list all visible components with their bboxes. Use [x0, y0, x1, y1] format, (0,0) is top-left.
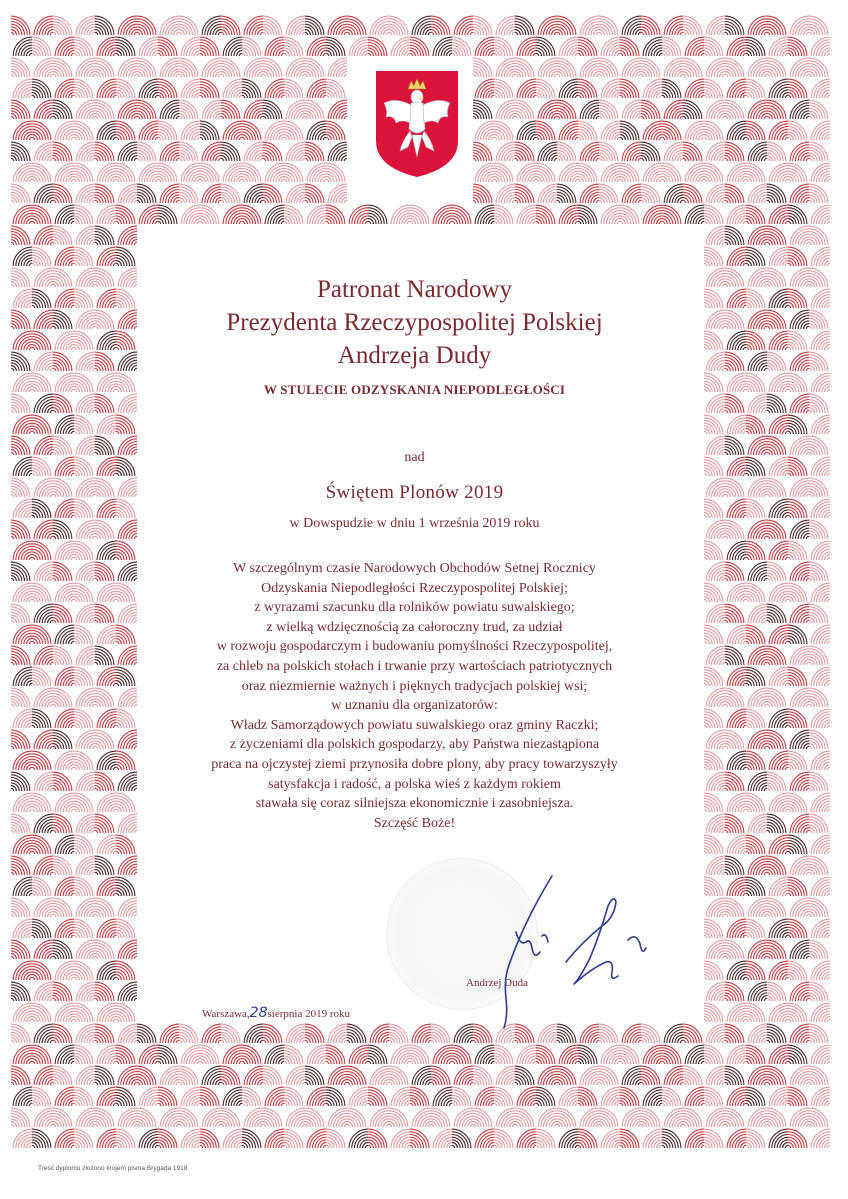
body-line: Szczęść Boże!: [373, 815, 456, 831]
title-line-1: Patronat Narodowy: [316, 276, 513, 303]
event-place-date: w Dowspudzie w dniu 1 września 2019 roku: [289, 516, 540, 531]
title-line-3: Andrzeja Dudy: [337, 342, 492, 369]
body-line: Władz Samorządowych powiatu suwalskiego oraz gminy Raczki;: [230, 717, 599, 733]
handwritten-signature: [496, 872, 666, 1030]
body-line: satysfakcja i radość, a polska wieś z każdym rokiem: [268, 776, 561, 792]
body-line: stawała się coraz silniejsza ekonomicznie i zasobniejsza.: [255, 796, 574, 812]
date-day-handwritten: 28: [249, 1005, 268, 1021]
polish-eagle-emblem-icon: [372, 67, 462, 179]
signing-date: [202, 1005, 350, 1021]
date-rest: sierpnia 2019 roku: [267, 1008, 350, 1020]
nad-word: nad: [404, 450, 425, 465]
body-line: w rozwoju gospodarczym i budowaniu pomyślności Rzeczypospolitej,: [216, 639, 613, 655]
event-name: Świętem Plonów 2019: [325, 482, 504, 503]
body-line: w uznaniu dla organizatorów:: [331, 698, 498, 714]
date-city: Warszawa,: [202, 1008, 250, 1020]
body-text: [143, 559, 686, 833]
body-line: z wielką wdzięcznością za całoroczny trud, za udział: [266, 619, 563, 635]
body-line: oraz niezmiernie ważnych i pięknych tradycjach polskiej wsi;: [241, 678, 588, 694]
title-line-2: Prezydenta Rzeczypospolitej Polskiej: [226, 309, 603, 336]
body-line: W szczególnym czasie Narodowych Obchodów Setnej Rocznicy: [233, 561, 596, 576]
body-line: Odzyskania Niepodległości Rzeczypospolitej Polskiej;: [261, 580, 568, 596]
body-line: z wyrazami szacunku dla rolników powiatu suwalskiego;: [254, 600, 575, 616]
body-line: praca na ojczystej ziemi przynosiła dobre plony, aby pracy towarzyszyły: [211, 756, 618, 772]
footer-typeface-note: Treść dyplomu złożono krojem pisma Brygada 1918: [38, 1165, 188, 1172]
signer-name: Andrzej Duda: [466, 977, 529, 989]
body-line: za chleb na polskich stołach i trwanie przy wartościach patriotycznych: [216, 658, 613, 674]
subtitle: W STULECIE ODZYSKANIA NIEPODLEGŁOŚCI: [263, 382, 566, 397]
body-line: z życzeniami dla polskich gospodarzy, aby Państwa niezastąpiona: [229, 737, 600, 753]
